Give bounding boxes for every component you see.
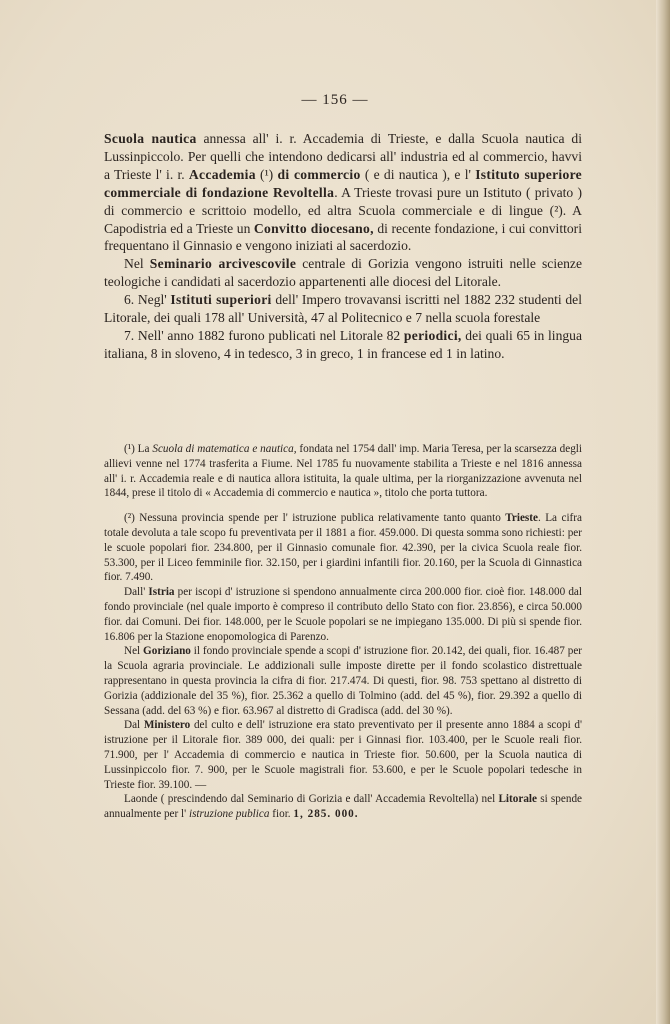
bold-term: Convitto diocesano, [253, 220, 374, 236]
main-text [104, 130, 582, 363]
bold-term: Istria [148, 586, 175, 599]
text-run: per iscopi d' istruzione si spendono annualmente circa 200.000 fior. cioè fior. 148.000 dal fondo provinciale (nel quale importo è compreso il contributo dello Stato con fior. 23.856), e circa 50.000 fior. dai Comuni. Dei fior. 148.000, per le Scuole popolari se ne impiegano 135.000. Di più si spende fior. 16.806 per la Stazione enopomologica di Parenzo. [104, 586, 583, 643]
text-run: centrale di Gorizia vengono istruiti nelle scienze teologiche i candidati al sacerdozio appartenenti alle diocesi del Litorale. [104, 256, 583, 290]
text-run: Dal [124, 719, 144, 732]
bold-term: periodici, [403, 327, 462, 343]
text-run: si spende annualmente per l' [104, 793, 582, 821]
text-run: fondata nel 1754 dall' imp. Maria Teresa, per la scarsezza degli allievi venne nel 1774 trasferita a Fiume. Nel 1785 fu nuovamente stabilita a Trieste e nel 1816 annessa all' i. r. Accademia reale e di nautica allora istituita, la quale ultima, per la riorganizzazione avvenuta nel 1844, prese il titolo di « Accademia di commercio e nautica », titolo che porta tuttora. [104, 443, 583, 500]
text-run: dei quali 65 in lingua italiana, 8 in sloveno, 4 in tedesco, 3 in greco, 1 in francese ed 1 in latino. [104, 327, 582, 361]
text-run: (¹) [255, 166, 278, 182]
footnote-2 [104, 511, 582, 585]
page-number: — 156 — [301, 92, 369, 108]
text-run: Laonde ( prescindendo dal Seminario di Gorizia e dall' Accademia Revoltella) nel [124, 793, 499, 806]
text-run: 7. Nell' anno 1882 furono publicati nel Litorale 82 [124, 327, 404, 343]
text-run: dell' Impero trovavansi iscritti nel 1882 232 studenti del Litorale, dei quali 178 all' Università, 47 al Politecnico e 7 nella scuola forestale [104, 292, 582, 326]
italic-term: Scuola di matematica e nautica, [152, 443, 297, 455]
text-run: . A Trieste trovasi pure un Istituto ( privato ) di commercio e scrittoio modello, ed altra Scuola commerciale e di lingue (²). A Capodistria ed a Trieste un [104, 184, 583, 236]
text-run: Nel [124, 645, 144, 658]
footnote-goriziano [104, 644, 582, 718]
text-run: (¹) La [124, 443, 153, 455]
total-amount: 1, 285. 000. [293, 808, 359, 821]
italic-term: istruzione publica [188, 808, 270, 821]
text-run: Nel [124, 256, 150, 272]
text-run: di recente fondazione, i cui convittori frequentano il Ginnasio e vengono iniziati al sacerdozio. [104, 220, 582, 254]
bold-term: Seminario arcivescovile [149, 256, 297, 272]
paragraph-istituti-superiori [104, 291, 582, 327]
footnote-1 [104, 442, 582, 501]
text-run: (²) Nessuna provincia spende per l' istruzione publica relativamente tanto quanto [124, 512, 506, 525]
text-run: fior. [269, 808, 294, 821]
paragraph-periodici [104, 327, 582, 363]
bold-term: Trieste [505, 512, 538, 525]
text-run: ( e di nautica ), e l' [360, 166, 476, 182]
footnotes [104, 442, 582, 822]
text-run: il fondo provinciale spende a scopi d' istruzione fior. 20.142, dei quali, fior. 16.487 per la Scuola agraria provinciale. Le addizionali sulle imposte dirette per il fondo scolastico distrettuale rappresentano in questa provincia la cifra di fior. 217.474. Di questi, fior. 98. 753 spettano al distretto di Gorizia (addizionale del 35 %), fior. 25.362 a quello di Tolmino (add. del 45 %), fior. 29.392 a quello di Sessana (add. del 63 %) e fior. 63.967 al distretto di Gradisca (add. del 30 %). [104, 645, 583, 717]
footnote-istria [104, 585, 582, 644]
text-run: del culto e dell' istruzione era stato preventivato per il presente anno 1884 a scopi d' istruzione per il Litorale fior. 389 000, dei quali: per i Ginnasi fior. 103.400, per le Scuole reali fior. 71.900, per l' Accademia di commercio e nautica in Trieste fior. 50.600, per la Scuola nautica di Lussinpiccolo fior. 7. 900, per le Scuole magistrali fior. 53.600, e per le Scuole popolari tedesche in Trieste fior. 39.100. — [104, 719, 582, 791]
bold-term: Goriziano [143, 645, 191, 658]
text-run: Dall' [124, 586, 149, 599]
paragraph-seminario [104, 255, 582, 291]
bold-term: Istituto superiore commerciale di fondazione Revoltella [104, 166, 583, 200]
bold-term: Istituti superiori [170, 292, 272, 308]
bold-term: Litorale [498, 793, 537, 806]
paragraph-scuola-nautica [104, 130, 582, 255]
bold-term: Scuola nautica [104, 131, 197, 146]
text-run: annessa all' i. r. Accademia di Trieste, e dalla Scuola nautica di Lussinpiccolo. Per quelli che intendono dedicarsi all' industria ed al commercio, havvi a Trieste l' i. r. [104, 131, 582, 182]
page-edge-shadow [656, 0, 670, 1024]
bold-term: di commercio [277, 166, 361, 182]
text-run: . La cifra totale devoluta a tale scopo fu preventivata per il 1881 a fior. 459.000. Di questa somma sono richiesti: per le scuole popolari fior. 234.800, per il Ginnasio comunale fior. 42.390, per la civica Scuola reale fior. 53.300, per il Liceo femminile fior. 32.150, per i giardini infantili fior. 20.160, per la Scuola di Ginnastica fior. 7.490. [104, 512, 582, 584]
bold-term: Accademia [188, 166, 256, 182]
bold-term: Ministero [143, 719, 191, 732]
footnote-laonde [104, 792, 582, 822]
text-run: 6. Negl' [124, 292, 171, 308]
footnote-ministero [104, 718, 582, 792]
